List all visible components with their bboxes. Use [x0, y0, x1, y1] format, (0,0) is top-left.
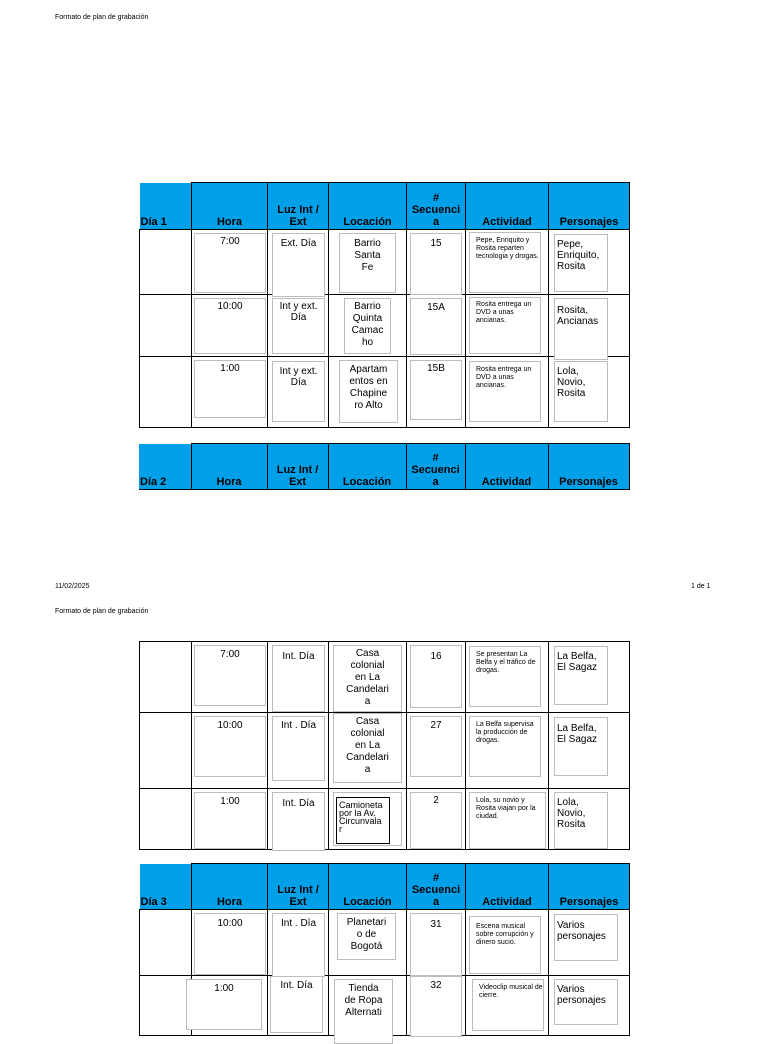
day1-label: Día 1	[140, 183, 192, 230]
day3-table	[139, 863, 630, 1036]
luz-cell: Ext. Día	[272, 233, 325, 297]
locacion-cell: Casa colonial en La Candelari a	[333, 713, 402, 783]
locacion-cell: Barrio Santa Fe	[339, 233, 396, 293]
actividad-cell: Videoclip musical de cierre.	[472, 979, 544, 1031]
personajes-cell: Varios personajes	[554, 914, 618, 961]
actividad-cell: Lola, su novio y Rosita viajan por la ciudad.	[469, 792, 546, 849]
col-luz: Luz Int / Ext	[268, 183, 329, 230]
personajes-cell: Lola, Novio, Rosita	[554, 792, 608, 849]
secuencia-cell: 32	[410, 976, 462, 1037]
locacion-cell: Barrio Quinta Camac ho	[344, 298, 391, 354]
col-luz: Luz Int / Ext	[268, 864, 329, 910]
actividad-cell: Se presentan La Belfa y el tráfico de drogas.	[469, 646, 541, 707]
secuencia-cell: 2	[410, 792, 462, 849]
secuencia-cell: 16	[410, 645, 462, 708]
hora-cell: 1:00	[186, 979, 262, 1030]
hora-cell: 7:00	[194, 645, 266, 706]
actividad-cell: Pepe, Enriquito y Rosita reparten tecnologia y drogas.	[469, 232, 541, 293]
personajes-cell: La Belfa, El Sagaz	[554, 717, 608, 776]
col-luz: Luz Int / Ext	[267, 444, 328, 490]
col-locacion: Locación	[329, 183, 407, 230]
table-row	[140, 357, 630, 428]
col-hora: Hora	[192, 864, 268, 910]
luz-cell: Int. Día	[270, 976, 323, 1033]
personajes-cell: Pepe, Enriquito, Rosita	[554, 234, 608, 292]
luz-cell: Int . Día	[272, 716, 325, 781]
col-personajes: Personajes	[549, 864, 630, 910]
table-row	[140, 713, 630, 789]
secuencia-cell: 15B	[410, 360, 462, 420]
locacion-cell: Tienda de Ropa Alternati	[334, 979, 393, 1044]
hora-cell: 10:00	[194, 913, 266, 975]
locacion-cell	[333, 792, 402, 846]
luz-cell: Int . Día	[272, 913, 325, 977]
col-actividad: Actividad	[465, 444, 548, 490]
page-header: Formato de plan de grabación	[55, 14, 149, 21]
secuencia-cell: 15A	[410, 298, 462, 355]
personajes-cell: La Belfa, El Sagaz	[554, 646, 608, 705]
day2-header-table	[139, 443, 630, 490]
col-personajes: Personajes	[549, 183, 630, 230]
col-hora: Hora	[192, 183, 268, 230]
actividad-cell: La Belfa supervisa la producción de drogas.	[469, 716, 541, 777]
locacion-cell: Planetari o de Bogotá	[337, 913, 396, 960]
secuencia-cell: 31	[410, 913, 462, 976]
col-locacion: Locación	[328, 444, 406, 490]
luz-cell: Int y ext. Día	[272, 361, 325, 422]
day2-label: Día 2	[139, 444, 191, 490]
page-header: Formato de plan de grabación	[55, 608, 149, 615]
day1-table	[139, 182, 630, 428]
col-secuencia: # Secuenci a	[407, 183, 466, 230]
table-row	[140, 976, 630, 1036]
personajes-cell: Lola, Novio, Rosita	[554, 361, 608, 422]
luz-cell: Int. Día	[272, 792, 325, 851]
actividad-cell: Rosita entrega un DVD a unas ancianas.	[469, 297, 541, 354]
day3-label: Día 3	[140, 864, 192, 910]
col-actividad: Actividad	[466, 183, 549, 230]
col-locacion: Locación	[329, 864, 407, 910]
personajes-cell: Rosita, Ancianas	[554, 298, 608, 360]
locacion-textbox: Camioneta por la Av. Circunvala r	[336, 797, 390, 844]
hora-cell: 7:00	[194, 233, 266, 293]
day2-table	[139, 641, 630, 850]
table-row	[140, 642, 630, 713]
col-secuencia: # Secuenci a	[406, 444, 465, 490]
footer-date: 11/02/2025	[55, 583, 90, 590]
hora-cell: 1:00	[194, 360, 266, 418]
secuencia-cell: 15	[410, 233, 462, 295]
col-secuencia: # Secuenci a	[407, 864, 466, 910]
table-row	[140, 789, 630, 850]
hora-cell: 10:00	[194, 298, 266, 354]
col-actividad: Actividad	[466, 864, 549, 910]
actividad-cell: Escena musical sobre corrupción y dinero sucio.	[469, 916, 541, 974]
luz-cell: Int. Día	[272, 645, 325, 712]
footer-page: 1 de 1	[691, 583, 711, 590]
actividad-cell: Rosita entrega un DVD a unas ancianas.	[469, 361, 541, 422]
personajes-cell: Varios personajes	[554, 979, 618, 1025]
locacion-cell: Apartam entos en Chapine ro Alto	[339, 360, 398, 423]
locacion-cell: Casa colonial en La Candelari a	[333, 645, 402, 712]
hora-cell: 10:00	[194, 716, 266, 777]
col-personajes: Personajes	[548, 444, 629, 490]
hora-cell: 1:00	[194, 792, 266, 849]
table-row	[140, 295, 630, 357]
table-row	[140, 910, 630, 976]
table-row	[140, 230, 630, 295]
col-hora: Hora	[191, 444, 267, 490]
secuencia-cell: 27	[410, 716, 462, 777]
luz-cell: Int y ext. Día	[272, 298, 325, 354]
